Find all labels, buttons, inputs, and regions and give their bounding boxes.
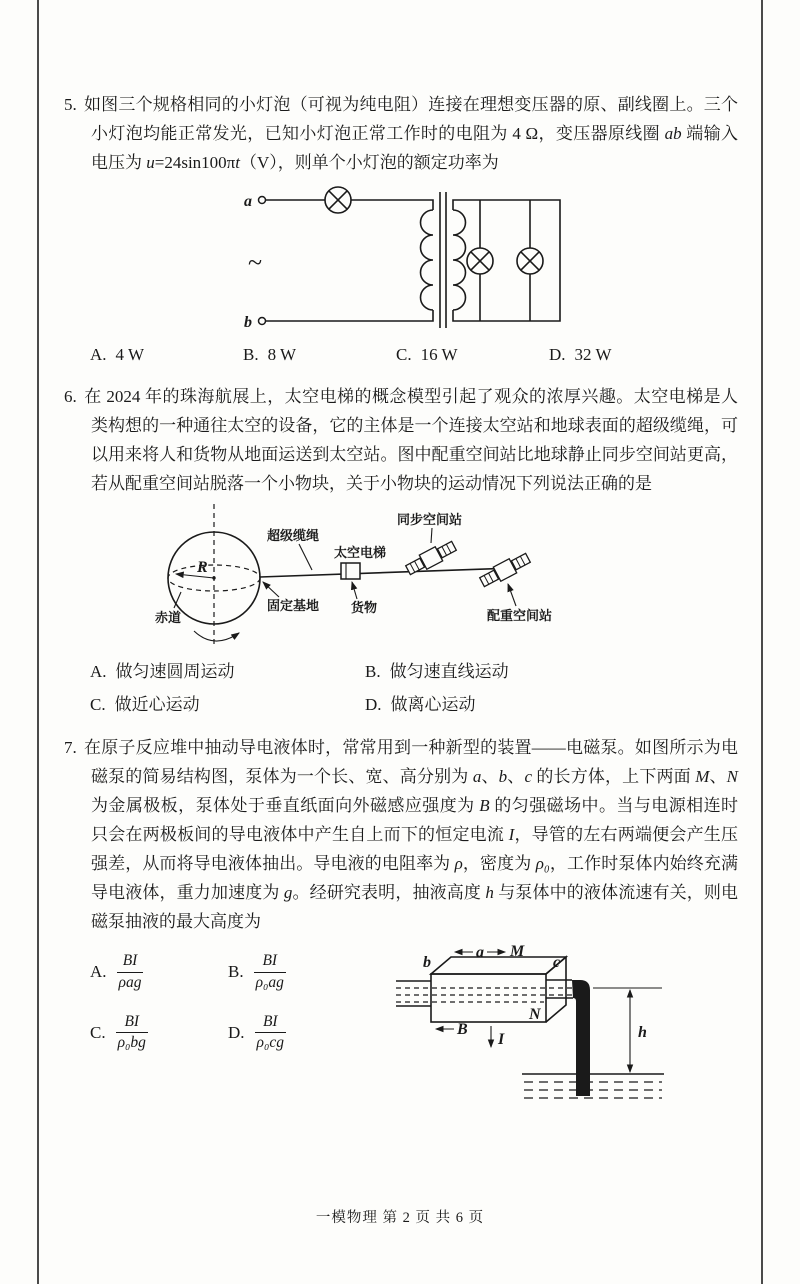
page-footer: 一模物理 第 2 页 共 6 页 <box>315 1210 485 1226</box>
question-7-options <box>64 944 394 1119</box>
option-a: A. $\frac{BI}{\text{ρag}}$ <box>90 952 142 991</box>
pump-top-face <box>431 957 566 974</box>
dim-c-label: c <box>553 954 561 972</box>
transformer-circuit-figure <box>240 185 570 335</box>
radius-arrow <box>176 574 214 578</box>
question-7-bottom <box>64 944 738 1119</box>
page-content <box>64 90 738 1131</box>
fraction: $\frac{BI}{\text{ρ₀cg}}$ <box>256 1012 284 1052</box>
question-5-options <box>64 341 738 370</box>
primary-bottom-wire <box>266 310 434 321</box>
terminal-a-label: a <box>244 193 252 211</box>
option-d: D. 做离心运动 <box>365 694 476 714</box>
question-7-number: 7. <box>64 737 77 757</box>
current-i-label: I <box>498 1031 505 1049</box>
option-d: D. $\frac{BI}{\text{ρ₀cg}}$ <box>228 1012 284 1052</box>
option-a: A. 4 W <box>90 345 145 365</box>
secondary-coil <box>453 210 466 310</box>
equator-label: 赤道 <box>155 610 182 626</box>
dim-a-label: a <box>476 944 484 962</box>
scan-edge-left <box>37 0 39 1284</box>
base-label: 固定基地 <box>267 598 320 614</box>
space-elevator-figure <box>149 500 569 652</box>
sync-station-label: 同步空间站 <box>397 512 463 528</box>
option-b: B. 做匀速直线运动 <box>365 662 509 682</box>
electromagnetic-pump-figure <box>394 944 694 1119</box>
question-6 <box>64 382 738 721</box>
option-d: D. 32 W <box>549 345 612 365</box>
elevator-box-icon <box>341 563 360 579</box>
cargo-label: 货物 <box>351 600 378 616</box>
question-6-options <box>64 656 738 721</box>
fraction: $\frac{BI}{\text{ρ₀ag}}$ <box>255 952 284 991</box>
secondary-loop <box>453 200 560 321</box>
option-b: B. 8 W <box>243 345 297 365</box>
question-7 <box>64 733 738 1119</box>
question-5-stem <box>64 90 738 177</box>
bulb-secondary-1-icon <box>467 200 493 321</box>
question-5-text: 如图三个规格相同的小灯泡（可视为纯电阻）连接在理想变压器的原、副线圈上。三个小灯泡均能正常发光，已知小灯泡正常工作时的电阻为 4 Ω，变压器原线圈 ab 端输入电压为 u=24sin100πt（V），则单个小灯泡的额定功率为 <box>83 95 739 173</box>
ac-source-symbol: ~ <box>248 248 263 278</box>
terminal-a-node <box>259 197 266 204</box>
option-c: C. 做近心运动 <box>90 694 200 714</box>
terminal-b-node <box>259 318 266 325</box>
bulb-primary-icon <box>325 187 351 213</box>
cable-label: 超级缆绳 <box>267 528 320 544</box>
cable-line <box>260 568 514 577</box>
dim-b-label: b <box>423 954 431 972</box>
field-b-label: B <box>457 1021 468 1039</box>
question-5 <box>64 90 738 370</box>
rotation-arrow <box>194 631 239 641</box>
scan-edge-right <box>761 0 763 1284</box>
terminal-b-label: b <box>244 314 252 332</box>
option-b: B. $\frac{BI}{\text{ρ₀ag}}$ <box>228 952 284 991</box>
plate-n-label: N <box>529 1006 541 1024</box>
plate-m-label: M <box>510 943 525 961</box>
question-6-text: 在 2024 年的珠海航展上，太空电梯的概念模型引起了观众的浓厚兴趣。太空电梯是人类构想的一种通往太空的设备，它的主体是一个连接太空站和地球表面的超级缆绳，可以用来将人和货物从地面运送到太空站。图中配重空间站比地球静止同步空间站更高，若从配重空间站脱落一个小物块，关于小物块的运动情况下列说法正确的是 <box>83 387 738 494</box>
question-6-stem <box>64 382 738 498</box>
height-h-label: h <box>638 1024 647 1042</box>
bulb-secondary-2-icon <box>517 200 543 321</box>
option-a: A. 做匀速圆周运动 <box>90 662 235 682</box>
counterweight-label: 配重空间站 <box>487 608 553 624</box>
question-7-text: 在原子反应堆中抽动导电液体时，常常用到一种新型的装置——电磁泵。如图所示为电磁泵的简易结构图，泵体为一个长、宽、高分别为 a、b、c 的长方体，上下两面 M、N 为金属极板，泵体处于垂直纸面向外磁感应强度为 B 的匀强磁场中。当与电源相连时只会在两极板间的导电液体中产生自上而下的恒定电流 I，导管的左右两端便会产生压强差，从而将导电液体抽出。导电液的电阻率为 ρ，密度为 ρ₀，工作时泵体内始终充满导电液体，重力加速度为 g。经研究表明，抽液高度 h 与泵体中的液体流速有关，则电磁泵抽液的最大高度为 <box>83 737 739 932</box>
counterweight-satellite-icon <box>478 551 531 590</box>
radius-label: R <box>197 559 208 577</box>
option-c: C. $\frac{BI}{\text{ρ₀bg}}$ <box>90 1012 146 1052</box>
question-6-number: 6. <box>64 387 77 407</box>
fraction: $\frac{BI}{\text{ρ₀bg}}$ <box>117 1012 146 1052</box>
question-5-number: 5. <box>64 95 77 114</box>
option-c: C. 16 W <box>396 345 458 365</box>
elevator-label: 太空电梯 <box>334 545 387 561</box>
question-7-stem <box>64 733 738 936</box>
primary-coil <box>421 210 434 310</box>
outlet-down-pipe <box>572 980 590 1096</box>
fraction: $\frac{BI}{\text{ρag}}$ <box>118 952 142 991</box>
